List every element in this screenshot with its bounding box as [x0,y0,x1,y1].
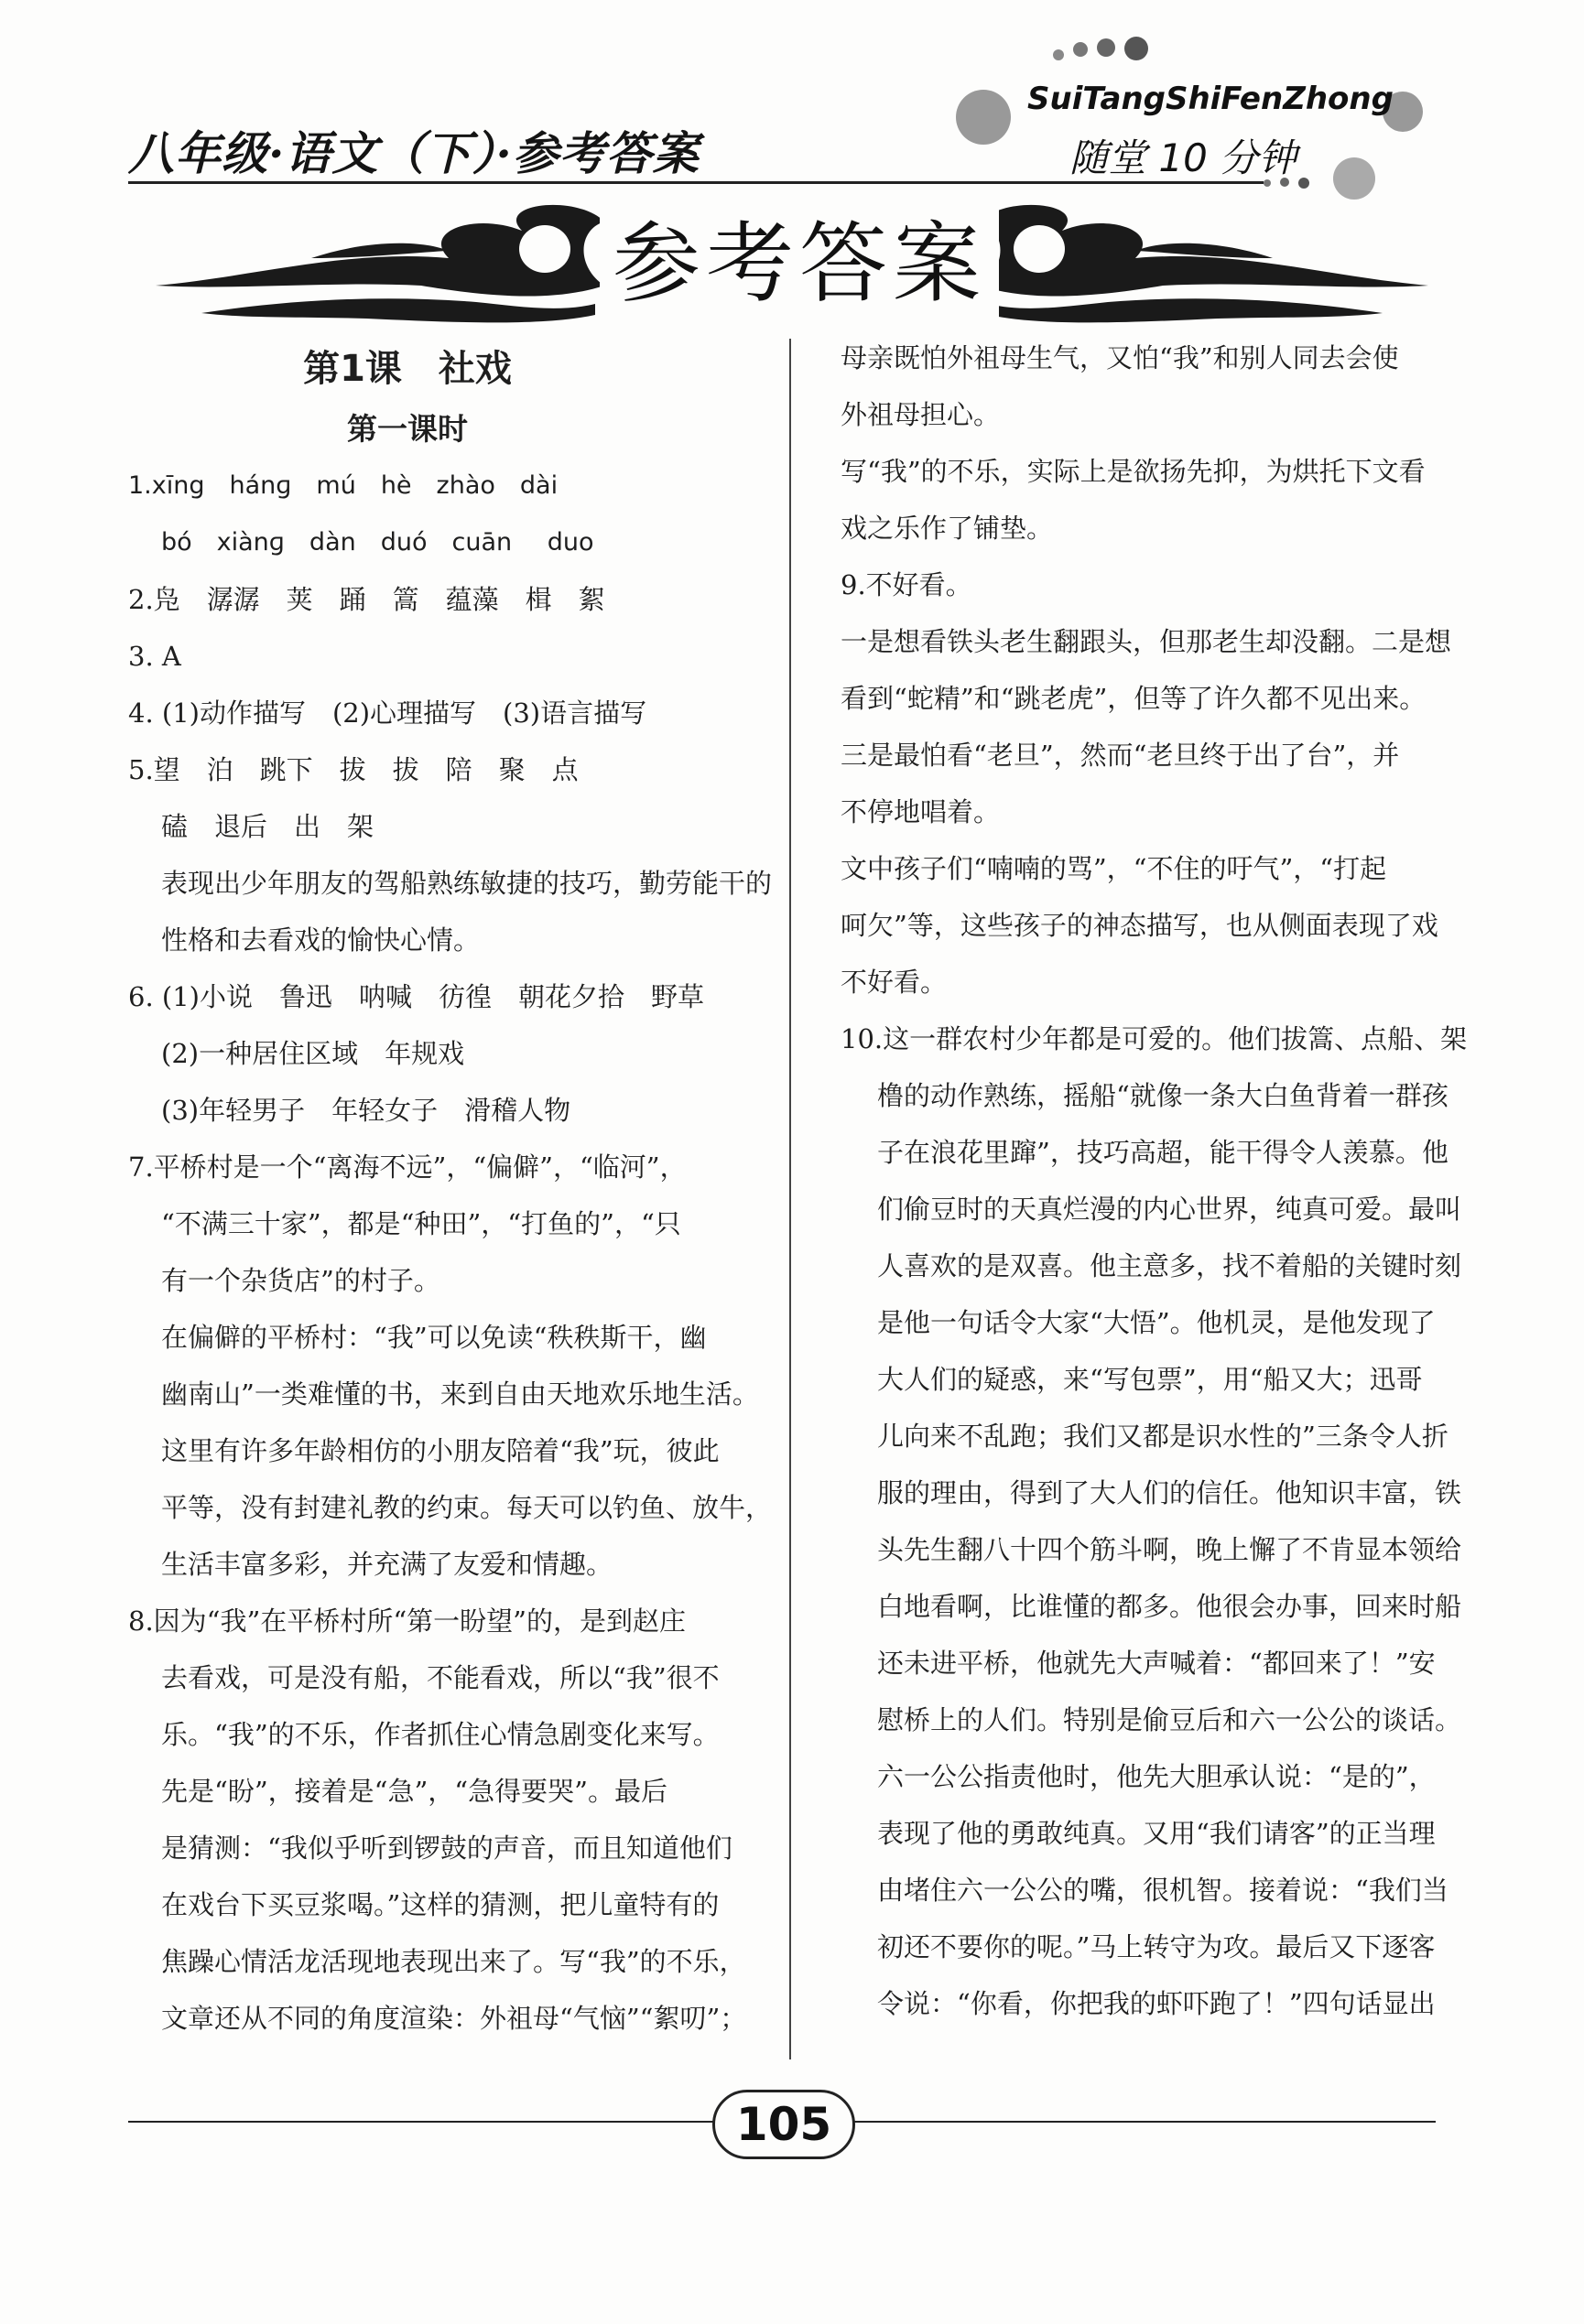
answer-line: 慰桥上的人们。特别是偷豆后和六一公公的谈话。 [877,1704,1462,1735]
answer-line: 三是最怕看“老旦”，然而“老旦终于出了台”，并 [841,740,1400,771]
answer-line: (2)一种居住区域 年规戏 [161,1038,465,1069]
header-title: 八年级·语文（下）·参考答案 [128,126,700,180]
answer-line: 不停地唱着。 [841,796,1001,827]
answer-line: 6. (1)小说 鲁迅 呐喊 彷徨 朝花夕拾 野草 [128,981,704,1012]
answer-line: 有一个杂货店”的村子。 [161,1265,440,1296]
answer-line: 人喜欢的是双喜。他主意多，找不着船的关键时刻 [877,1250,1462,1281]
period-title: 第一课时 [347,411,468,447]
answer-line: 看到“蛇精”和“跳老虎”，但等了许久都不见出来。 [841,683,1427,714]
answer-line: 一是想看铁头老生翻跟头，但那老生却没翻。二是想 [841,626,1452,657]
answer-line: 性格和去看戏的愉快心情。 [161,924,481,956]
answer-line: 还未进平桥，他就先大声喊着：“都回来了！”安 [877,1648,1436,1679]
answer-line: 平等，没有封建礼教的约束。每天可以钓鱼、放牛， [161,1492,773,1523]
answer-line: 是他一句话令大家“大悟”。他机灵，是他发现了 [877,1307,1436,1338]
answer-line: 呵欠”等，这些孩子的神态描写，也从侧面表现了戏 [841,910,1438,941]
answer-line: 10.这一群农村少年都是可爱的。他们拔篙、点船、架 [841,1023,1468,1054]
answer-line: 9.不好看。 [841,569,972,600]
answer-line: 这里有许多年龄相仿的小朋友陪着“我”玩，彼此 [161,1435,720,1466]
page-number: 105 [712,2090,855,2159]
answer-line: 3. A [128,641,181,672]
answer-line: 六一公公指责他时，他先大胆承认说：“是的”， [877,1761,1436,1792]
lesson-title: 第1课 社戏 [303,348,512,390]
answer-line: 5.望 泊 跳下 拔 拔 陪 聚 点 [128,754,579,785]
answer-line: 橹的动作熟练，摇船“就像一条大白鱼背着一群孩 [877,1080,1448,1111]
answer-line: 由堵住六一公公的嘴，很机智。接着说：“我们当 [877,1875,1448,1906]
answer-line: 戏之乐作了铺垫。 [841,513,1054,544]
answer-line: 们偷豆时的天真烂漫的内心世界，纯真可爱。最叫 [877,1194,1462,1225]
answer-line: 表现出少年朋友的驾船熟练敏捷的技巧，勤劳能干的 [161,868,773,899]
answer-line: 服的理由，得到了大人们的信任。他知识丰富，铁 [877,1477,1462,1508]
column-divider [789,339,791,2059]
answer-line: 不好看。 [841,967,948,998]
answer-line: 在偏僻的平桥村：“我”可以免读“秩秩斯干，幽 [161,1322,707,1353]
answer-line: 先是“盼”，接着是“急”，“急得要哭”。最后 [161,1776,667,1807]
left-column [128,330,773,2047]
right-column [841,330,1468,2032]
answer-line: 去看戏，可是没有船，不能看戏，所以“我”很不 [161,1662,720,1693]
answer-line: 焦躁心情活龙活现地表现出来了。写“我”的不乐， [161,1946,746,1977]
answer-line: 文章还从不同的角度渲染：外祖母“气恼”“絮叨”； [161,2003,747,2034]
footer-rule-right [850,2121,1436,2123]
answer-line: bó xiànɡ dàn duó cuān duo [161,528,594,557]
answer-line: 大人们的疑惑，来“写包票”，用“船又大；迅哥 [877,1364,1423,1395]
answer-line: 幽南山”一类难懂的书，来到自由天地欢乐地生活。 [161,1378,759,1410]
answer-line: (3)年轻男子 年轻女子 滑稽人物 [161,1095,571,1126]
answer-line: 4. (1)动作描写 (2)心理描写 (3)语言描写 [128,697,647,729]
answer-line: 母亲既怕外祖母生气，又怕“我”和别人同去会使 [841,342,1399,373]
answer-line: 磕 退后 出 架 [161,811,374,842]
answer-line: 乐。“我”的不乐，作者抓住心情急剧变化来写。 [161,1719,720,1750]
answer-line: 令说：“你看，你把我的虾吓跑了！”四句话显出 [877,1988,1436,2019]
answer-line: 头先生翻八十四个筋斗啊，晚上懈了不肯显本领给 [877,1534,1462,1565]
answer-line: 在戏台下买豆浆喝。”这样的猜测，把儿童特有的 [161,1889,720,1920]
answer-line: 8.因为“我”在平桥村所“第一盼望”的，是到赵庄 [128,1605,686,1637]
answer-line: 初还不要你的呢。”马上转守为攻。最后又下逐客 [877,1931,1436,1962]
banner-title: 参考答案 [600,209,999,319]
answer-line: 2.凫 潺潺 荚 踊 篙 蕴藻 楫 絮 [128,584,605,615]
answer-line: 表现了他的勇敢纯真。又用“我们请客”的正当理 [877,1818,1436,1849]
answer-line: 外祖母担心。 [841,399,1001,430]
brand-name: 随堂 10 分钟 [1069,135,1297,180]
answer-line: 7.平桥村是一个“离海不远”，“偏僻”，“临河”， [128,1151,687,1183]
answer-line: 儿向来不乱跑；我们又都是识水性的”三条令人折 [877,1421,1448,1452]
footer-rule-left [128,2121,714,2123]
answer-line: 是猜测：“我似乎听到锣鼓的声音，而且知道他们 [161,1832,732,1864]
answer-line: 文中孩子们“喃喃的骂”，“不住的吁气”，“打起 [841,853,1387,884]
answer-line: “不满三十家”，都是“种田”，“打鱼的”，“只 [161,1208,681,1239]
answer-line: 子在浪花里蹿”，技巧高超，能干得令人羡慕。他 [877,1137,1448,1168]
answer-line: 1.xīng hánɡ mú hè zhào dài [128,471,559,500]
answer-line: 生活丰富多彩，并充满了友爱和情趣。 [161,1549,613,1580]
brand-pinyin: SuiTangShiFenZhong [1027,81,1394,117]
answer-line: 白地看啊，比谁懂的都多。他很会办事，回来时船 [877,1591,1462,1622]
answer-line: 写“我”的不乐，实际上是欲扬先抑，为烘托下文看 [841,456,1426,487]
